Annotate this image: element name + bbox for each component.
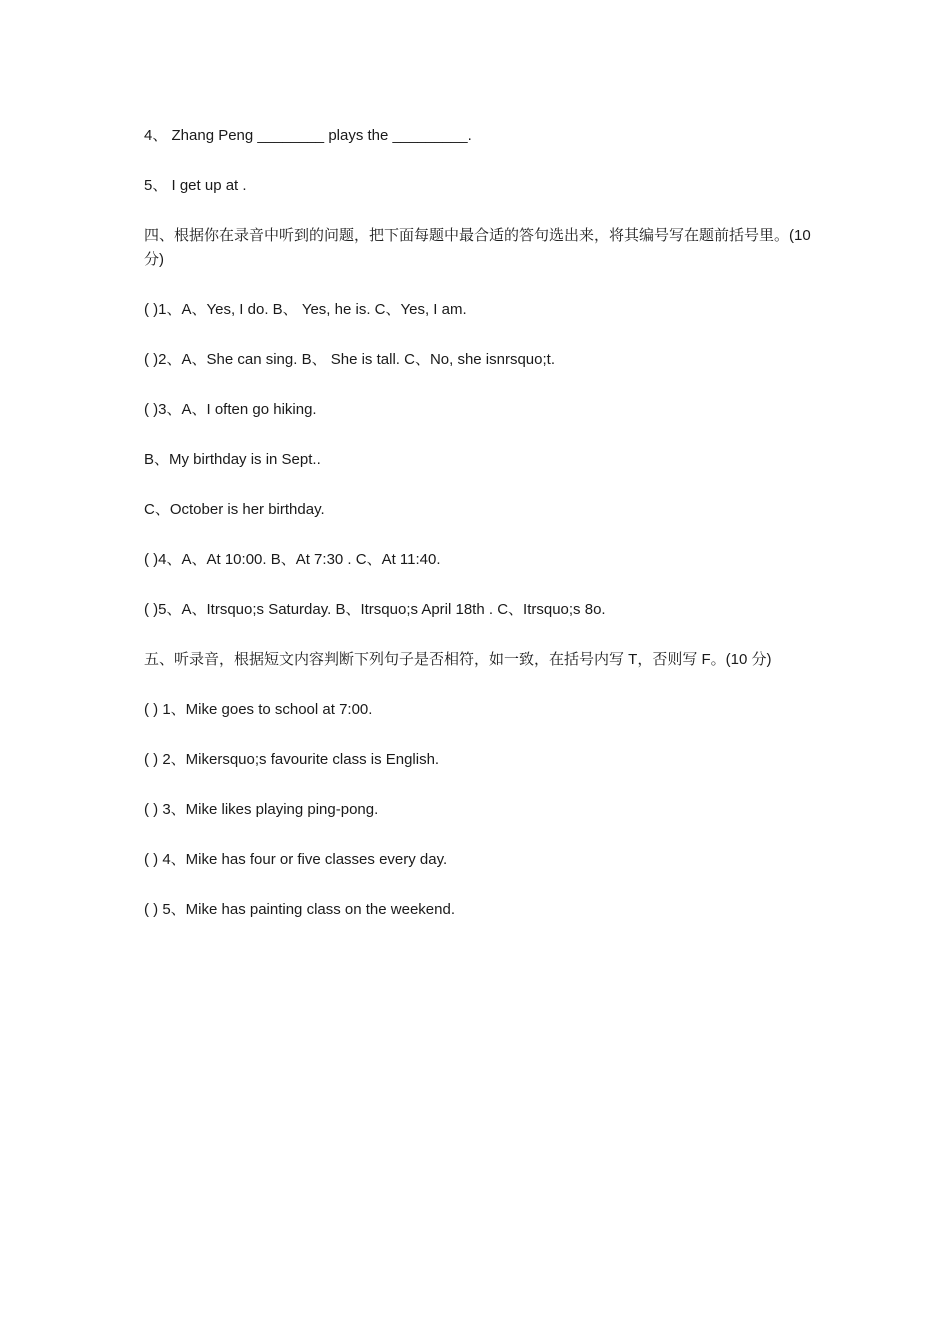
section-five-statement-4: ( ) 4、Mike has four or five classes every day. <box>144 851 448 868</box>
document-body <box>144 124 814 948</box>
section-four-question-2: ( )2、A、She can sing. B、 She is tall. C、No, she isnrsquo;t. <box>144 351 555 368</box>
question-line-listening-5: 5、 I get up at . <box>144 177 247 194</box>
section-five-statement-2: ( ) 2、Mikersquo;s favourite class is English. <box>144 751 440 768</box>
question-line-listening-4: 4、 Zhang Peng ________ plays the _________. <box>144 127 472 144</box>
section-four-question-4: ( )4、A、At 10:00. B、At 7:30 . C、At 11:40. <box>144 551 441 568</box>
section-four-question-3: ( )3、A、I often go hiking. <box>144 401 317 418</box>
section-five-statement-1: ( ) 1、Mike goes to school at 7:00. <box>144 701 373 718</box>
section-four-question-5: ( )5、A、Itrsquo;s Saturday. B、Itrsquo;s April 18th . C、Itrsquo;s 8o. <box>144 601 606 618</box>
section-four-heading: 四、根据你在录音中听到的问题，把下面每题中最合适的答句选出来，将其编号写在题前括号里。(10 分) <box>144 227 815 268</box>
section-five-statement-5: ( ) 5、Mike has painting class on the weekend. <box>144 901 455 918</box>
section-five-statement-3: ( ) 3、Mike likes playing ping-pong. <box>144 801 379 818</box>
section-four-question-1: ( )1、A、Yes, I do. B、 Yes, he is. C、Yes, I am. <box>144 301 467 318</box>
section-four-question-3-option-b: B、My birthday is in Sept.. <box>144 451 321 468</box>
section-four-question-3-option-c: C、October is her birthday. <box>144 501 325 518</box>
section-five-heading: 五、听录音，根据短文内容判断下列句子是否相符，如一致，在括号内写 T，否则写 F。(10 分) <box>144 651 772 668</box>
